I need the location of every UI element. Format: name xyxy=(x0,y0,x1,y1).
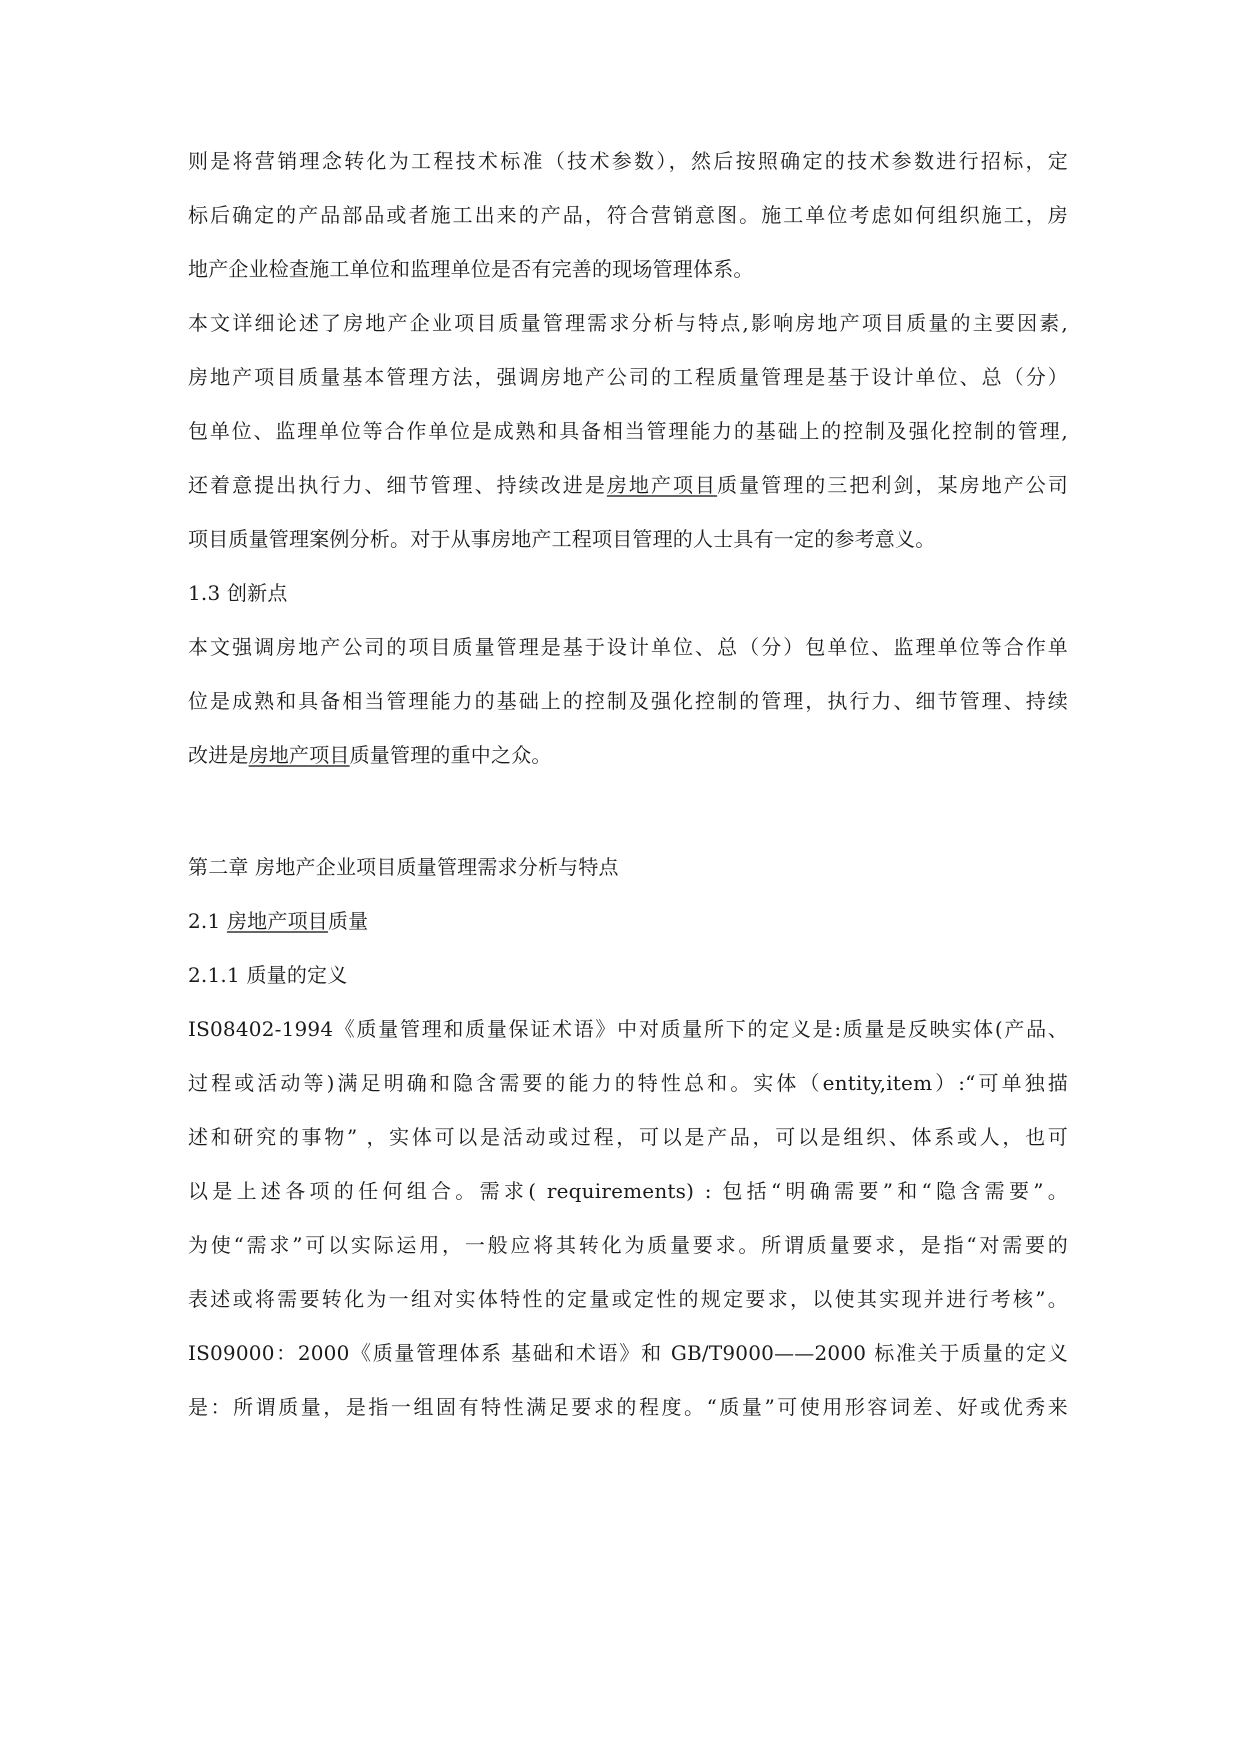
text-segment: 还着意提出执行力、细节管理、持续改进是 xyxy=(188,473,607,497)
section-heading-1-3: 1.3 创新点 xyxy=(188,581,288,605)
text-segment: 改进是 xyxy=(188,743,249,767)
section-heading-2-1 xyxy=(188,907,1068,935)
paragraph-line: 地产企业检查施工单位和监理单位是否有完善的现场管理体系。 xyxy=(188,257,754,281)
text-segment: 2.1 xyxy=(188,909,227,933)
hyperlink-real-estate-project[interactable]: 房地产项目 xyxy=(226,909,328,933)
section-heading-2-1-1: 2.1.1 质量的定义 xyxy=(188,963,348,987)
paragraph-line: 是：所谓质量，是指一组固有特性满足要求的程度。“质量”可使用形容词差、好或优秀来 xyxy=(188,1395,1068,1419)
paragraph-line: 房地产项目质量基本管理方法，强调房地产公司的工程质量管理是基于设计单位、总（分） xyxy=(188,365,1068,389)
paragraph-line: 本文强调房地产公司的项目质量管理是基于设计单位、总（分）包单位、监理单位等合作单 xyxy=(188,635,1068,659)
paragraph-line: 本文详细论述了房地产企业项目质量管理需求分析与特点,影响房地产项目质量的主要因素, xyxy=(188,311,1068,335)
paragraph-line: IS08402-1994《质量管理和质量保证术语》中对质量所下的定义是:质量是反映实体(产品、 xyxy=(188,1017,1068,1041)
paragraph-line xyxy=(188,471,1068,499)
chapter-heading: 第二章 房地产企业项目质量管理需求分析与特点 xyxy=(188,855,619,879)
paragraph-line: 项目质量管理案例分析。对于从事房地产工程项目管理的人士具有一定的参考意义。 xyxy=(188,527,936,551)
hyperlink-real-estate-project[interactable]: 房地产项目 xyxy=(248,743,350,767)
paragraph-line: 位是成熟和具备相当管理能力的基础上的控制及强化控制的管理，执行力、细节管理、持续 xyxy=(188,689,1068,713)
paragraph-line: 表述或将需要转化为一组对实体特性的定量或定性的规定要求，以使其实现并进行考核”。 xyxy=(188,1287,1068,1311)
text-segment: 质量管理的三把利剑，某房地产公司 xyxy=(717,473,1068,497)
paragraph-line: 为使“需求”可以实际运用，一般应将其转化为质量要求。所谓质量要求，是指“对需要的 xyxy=(188,1233,1068,1257)
paragraph-line: 以是上述各项的任何组合。需求( requirements) : 包括“明确需要”和“隐含需要”。 xyxy=(188,1179,1068,1203)
paragraph-line: 则是将营销理念转化为工程技术标准（技术参数），然后按照确定的技术参数进行招标，定 xyxy=(188,149,1068,173)
paragraph-line xyxy=(188,741,1068,769)
paragraph-line: IS09000：2000《质量管理体系 基础和术语》和 GB/T9000——2000 标准关于质量的定义 xyxy=(188,1341,1068,1365)
text-segment: 质量管理的重中之众。 xyxy=(349,743,552,767)
paragraph-line: 标后确定的产品部品或者施工出来的产品，符合营销意图。施工单位考虑如何组织施工，房 xyxy=(188,203,1068,227)
paragraph-line: 述和研究的事物” ，实体可以是活动或过程，可以是产品，可以是组织、体系或人，也可 xyxy=(188,1125,1068,1149)
paragraph-line: 过程或活动等)满足明确和隐含需要的能力的特性总和。实体（entity,item）:“可单独描 xyxy=(188,1071,1068,1095)
hyperlink-real-estate-project[interactable]: 房地产项目 xyxy=(606,473,718,497)
text-segment: 质量 xyxy=(327,909,369,933)
paragraph-line: 包单位、监理单位等合作单位是成熟和具备相当管理能力的基础上的控制及强化控制的管理, xyxy=(188,419,1068,443)
